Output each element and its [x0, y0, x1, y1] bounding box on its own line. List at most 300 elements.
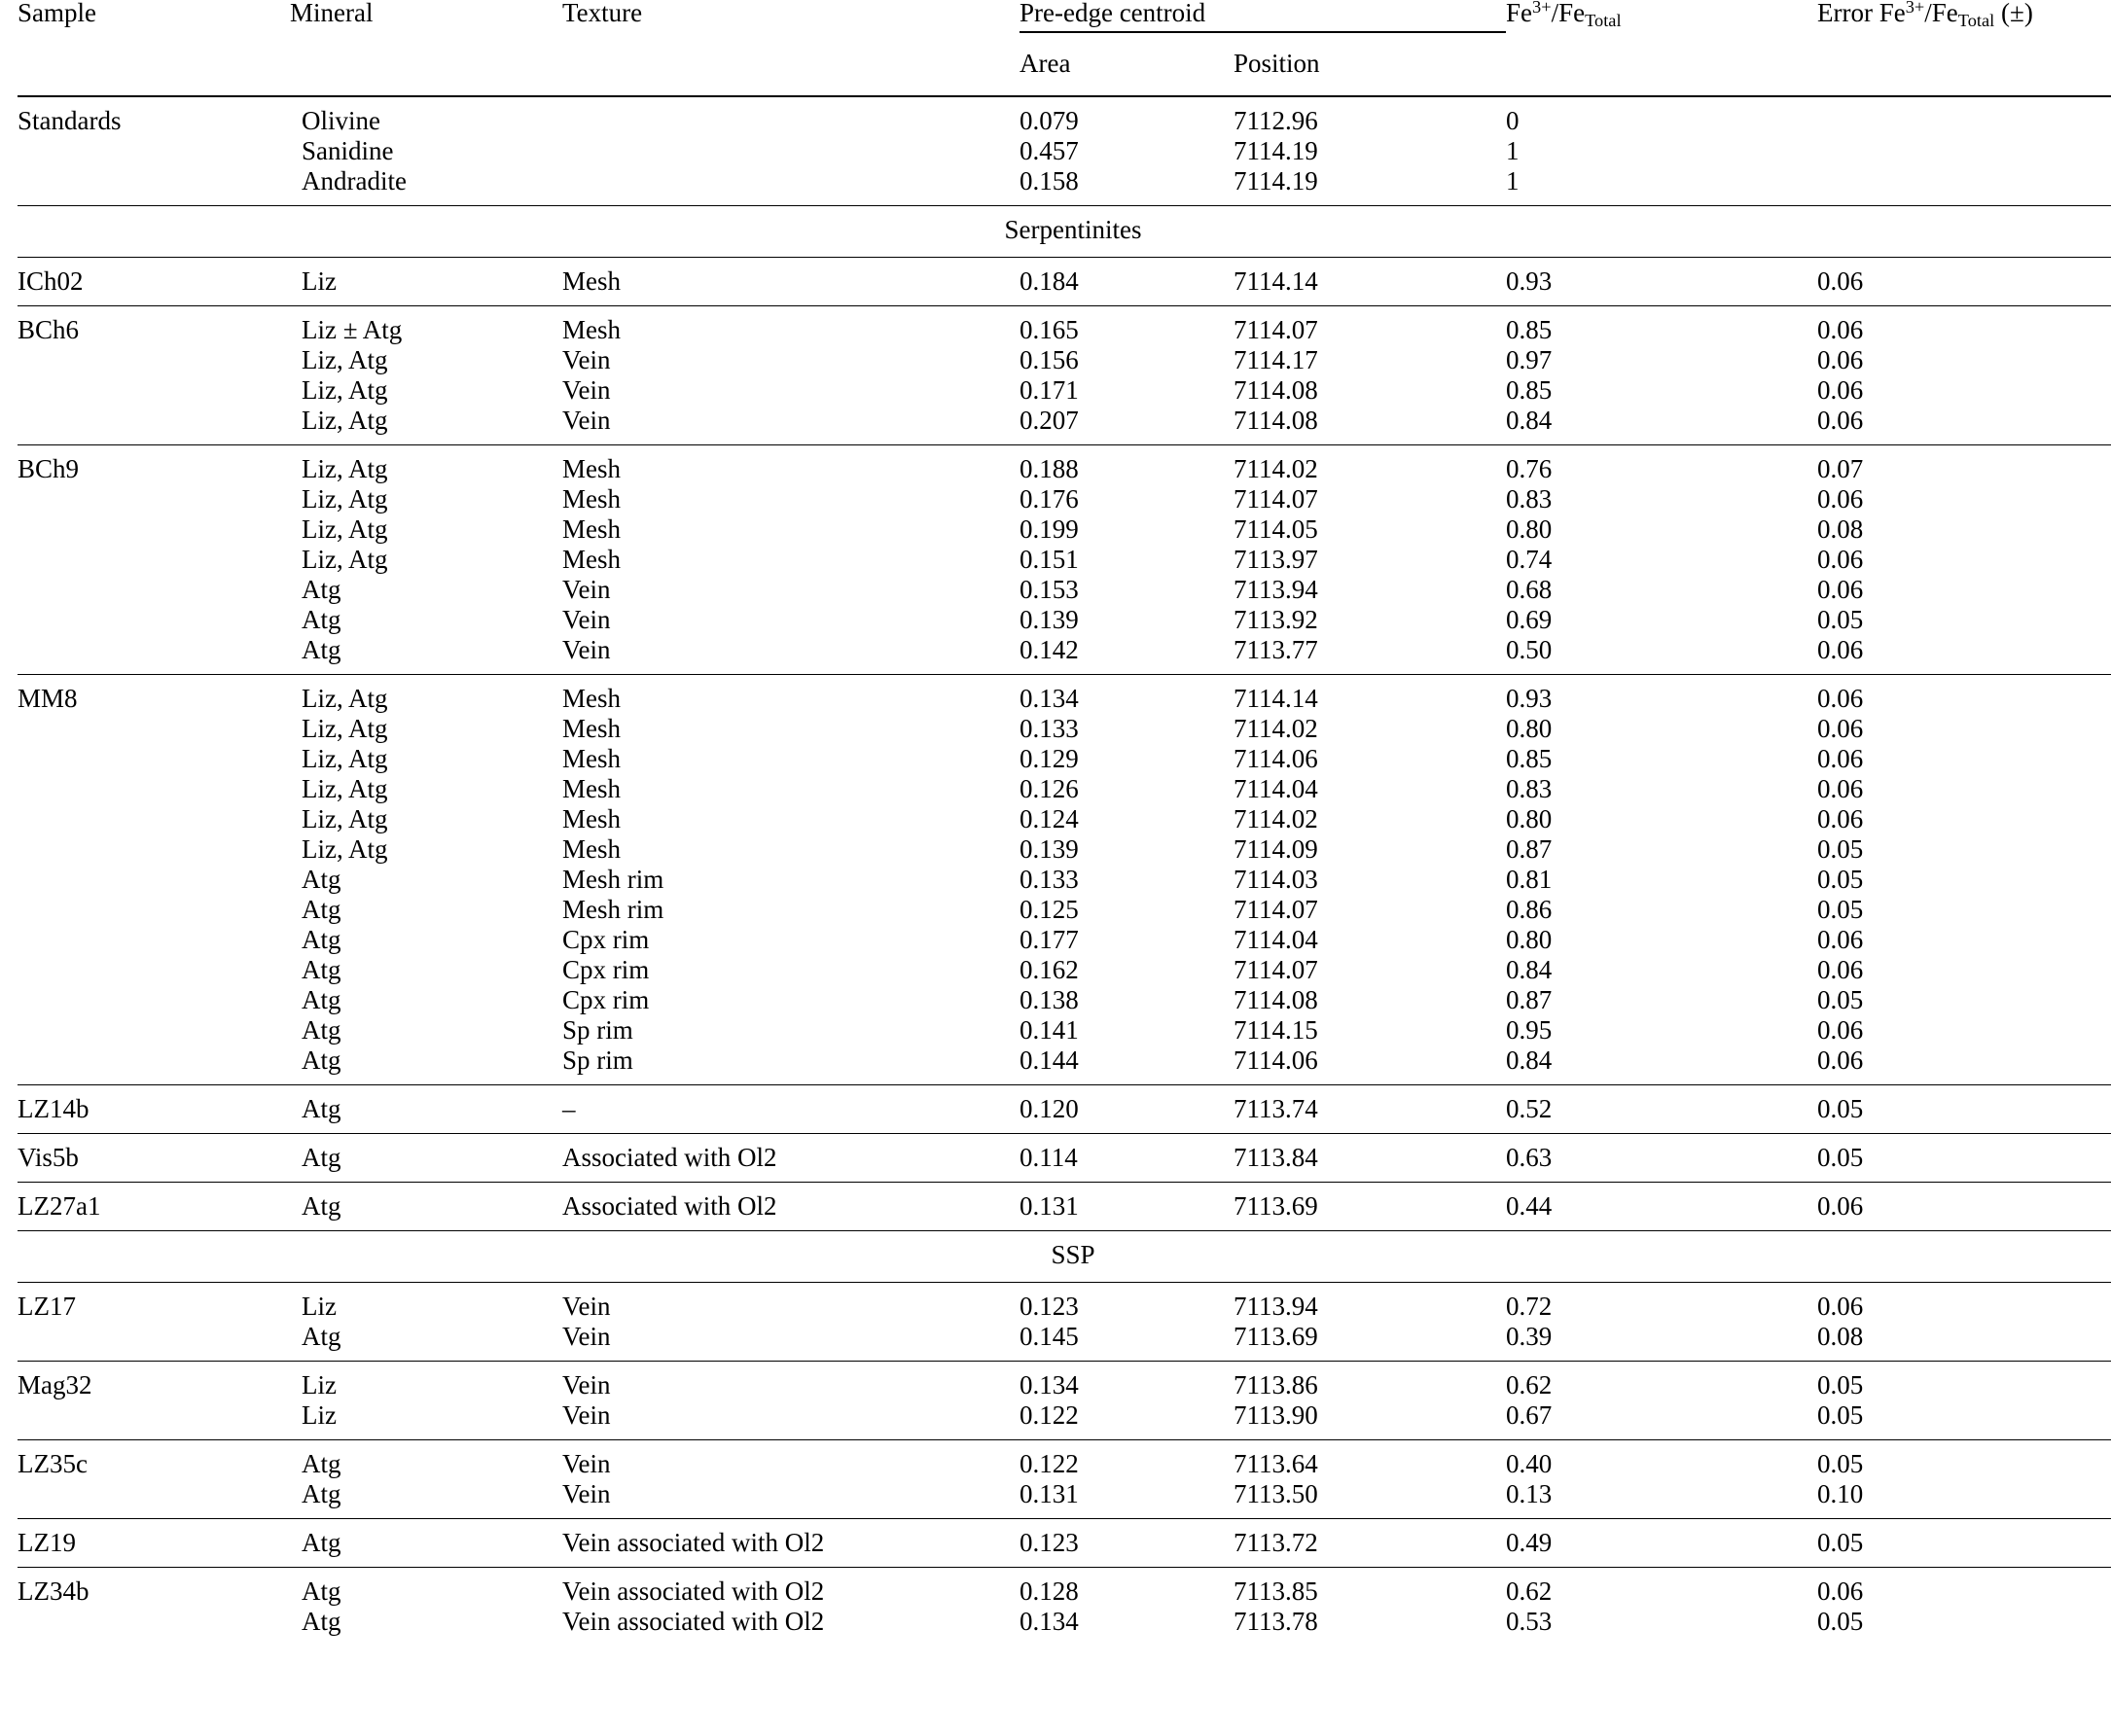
- cell-sample: [18, 445, 290, 675]
- cell-position-text: 7113.69: [1234, 1322, 1318, 1351]
- cell-texture: [562, 575, 1020, 605]
- cell-position: [1234, 445, 1506, 485]
- cell-mineral-text: Liz, Atg: [302, 774, 388, 803]
- cell-position: [1234, 895, 1506, 925]
- cell-fe-ratio-text: 0.69: [1506, 605, 1553, 634]
- cell-mineral-text: Atg: [302, 1607, 341, 1636]
- cell-mineral-text: Atg: [302, 1449, 341, 1478]
- cell-texture: [562, 306, 1020, 346]
- cell-fe-ratio: [1506, 774, 1817, 804]
- table-row: [18, 1015, 2111, 1045]
- cell-error-text: 0.06: [1817, 804, 1864, 833]
- cell-error: [1817, 514, 2111, 545]
- cell-texture: [562, 136, 1020, 166]
- cell-texture: [562, 804, 1020, 834]
- cell-area-text: 0.139: [1020, 834, 1079, 864]
- table-row: [18, 575, 2111, 605]
- cell-texture-text: Vein associated with Ol2: [562, 1607, 825, 1636]
- cell-mineral-text: Atg: [302, 1045, 341, 1075]
- cell-error-text: 0.06: [1817, 266, 1864, 296]
- cell-error: [1817, 1283, 2111, 1323]
- cell-mineral-text: Atg: [302, 1528, 341, 1557]
- cell-fe-ratio: [1506, 484, 1817, 514]
- cell-fe-ratio-text: 0.81: [1506, 865, 1553, 894]
- cell-mineral-text: Atg: [302, 865, 341, 894]
- cell-mineral-text: Liz, Atg: [302, 684, 388, 713]
- cell-area-text: 0.177: [1020, 925, 1079, 954]
- table-row: [18, 345, 2111, 375]
- cell-texture: [562, 375, 1020, 406]
- cell-fe-ratio: [1506, 1440, 1817, 1480]
- cell-area-text: 0.133: [1020, 865, 1079, 894]
- cell-error-text: 0.07: [1817, 454, 1864, 483]
- cell-sample: [18, 1283, 290, 1362]
- cell-texture: [562, 445, 1020, 485]
- cell-sample: [18, 1568, 290, 1647]
- cell-position-text: 7114.04: [1234, 925, 1318, 954]
- cell-fe-ratio: [1506, 1479, 1817, 1519]
- cell-position-text: 7114.02: [1234, 454, 1318, 483]
- cell-area: [1020, 406, 1234, 445]
- cell-position-text: 7113.90: [1234, 1400, 1318, 1430]
- cell-texture: [562, 605, 1020, 635]
- cell-sample-text: LZ17: [18, 1292, 76, 1321]
- cell-position: [1234, 1283, 1506, 1323]
- cell-position: [1234, 136, 1506, 166]
- cell-error-text: 0.06: [1817, 575, 1864, 604]
- cell-fe-ratio: [1506, 1183, 1817, 1231]
- cell-position-text: 7114.14: [1234, 684, 1318, 713]
- cell-error-text: 0.06: [1817, 545, 1864, 574]
- cell-area-text: 0.134: [1020, 1370, 1079, 1399]
- cell-sample: [18, 1134, 290, 1183]
- cell-texture-text: Mesh: [562, 774, 621, 803]
- cell-mineral-text: Atg: [302, 925, 341, 954]
- cell-mineral: [290, 1362, 562, 1401]
- cell-area: [1020, 1134, 1234, 1183]
- cell-mineral: [290, 514, 562, 545]
- cell-error: [1817, 306, 2111, 346]
- cell-area-text: 0.145: [1020, 1322, 1079, 1351]
- table-row: [18, 834, 2111, 865]
- cell-position-text: 7114.07: [1234, 895, 1318, 924]
- cell-position: [1234, 166, 1506, 206]
- cell-fe-ratio-text: 0.40: [1506, 1449, 1553, 1478]
- cell-position: [1234, 675, 1506, 715]
- cell-texture-text: Mesh: [562, 315, 621, 344]
- table-row: [18, 545, 2111, 575]
- cell-position-text: 7113.74: [1234, 1094, 1318, 1123]
- cell-error: [1817, 1183, 2111, 1231]
- cell-texture: [562, 895, 1020, 925]
- cell-error: [1817, 445, 2111, 485]
- cell-position-text: 7113.84: [1234, 1143, 1318, 1172]
- cell-mineral-text: Atg: [302, 1191, 341, 1221]
- cell-error-text: 0.06: [1817, 635, 1864, 664]
- cell-sample-text: LZ35c: [18, 1449, 88, 1478]
- cell-sample-text: LZ19: [18, 1528, 76, 1557]
- cell-texture: [562, 714, 1020, 744]
- cell-position: [1234, 605, 1506, 635]
- cell-texture-text: Mesh: [562, 834, 621, 864]
- cell-position-text: 7114.08: [1234, 375, 1318, 405]
- cell-error: [1817, 345, 2111, 375]
- cell-mineral-text: Atg: [302, 955, 341, 984]
- cell-error: [1817, 675, 2111, 715]
- cell-position: [1234, 96, 1506, 136]
- cell-fe-ratio-text: 0.67: [1506, 1400, 1553, 1430]
- cell-texture: [562, 545, 1020, 575]
- table-row: [18, 1362, 2111, 1401]
- cell-fe-ratio-text: 0.13: [1506, 1479, 1553, 1508]
- cell-mineral: [290, 136, 562, 166]
- cell-fe-ratio-text: 0.52: [1506, 1094, 1553, 1123]
- cell-texture-text: Mesh: [562, 454, 621, 483]
- cell-fe-ratio-text: 0.62: [1506, 1577, 1553, 1606]
- cell-fe-ratio-text: 0.80: [1506, 514, 1553, 544]
- cell-mineral-text: Atg: [302, 635, 341, 664]
- cell-sample-text: BCh6: [18, 315, 80, 344]
- cell-area: [1020, 804, 1234, 834]
- cell-area-text: 0.184: [1020, 266, 1079, 296]
- cell-position-text: 7113.85: [1234, 1577, 1318, 1606]
- cell-position: [1234, 1568, 1506, 1608]
- cell-position: [1234, 575, 1506, 605]
- cell-position: [1234, 635, 1506, 675]
- cell-error: [1817, 955, 2111, 985]
- table-row: [18, 1134, 2111, 1183]
- cell-position-text: 7114.02: [1234, 714, 1318, 743]
- table-row: [18, 136, 2111, 166]
- cell-texture-text: Vein: [562, 1479, 611, 1508]
- cell-texture-text: Mesh rim: [562, 895, 664, 924]
- cell-error-text: 0.06: [1817, 774, 1864, 803]
- column-header-pre-edge-centroid: [1020, 0, 1506, 47]
- table-row: [18, 1440, 2111, 1480]
- cell-fe-ratio: [1506, 1015, 1817, 1045]
- cell-area-text: 0.142: [1020, 635, 1079, 664]
- table-row: [18, 375, 2111, 406]
- cell-fe-ratio-text: 0.74: [1506, 545, 1553, 574]
- cell-position: [1234, 545, 1506, 575]
- cell-mineral-text: Olivine: [302, 106, 380, 135]
- cell-mineral-text: Liz: [302, 266, 337, 296]
- cell-area-text: 0.134: [1020, 1607, 1079, 1636]
- cell-mineral-text: Liz, Atg: [302, 454, 388, 483]
- cell-texture-text: Associated with Ol2: [562, 1191, 777, 1221]
- cell-mineral-text: Atg: [302, 1143, 341, 1172]
- cell-area: [1020, 1362, 1234, 1401]
- cell-error: [1817, 985, 2111, 1015]
- cell-position: [1234, 834, 1506, 865]
- table-row: [18, 1519, 2111, 1568]
- cell-error: [1817, 1519, 2111, 1568]
- cell-fe-ratio: [1506, 545, 1817, 575]
- section-header-row: [18, 1231, 2111, 1283]
- cell-mineral: [290, 774, 562, 804]
- cell-error: [1817, 744, 2111, 774]
- cell-fe-ratio: [1506, 575, 1817, 605]
- cell-position-text: 7114.14: [1234, 266, 1318, 296]
- cell-error: [1817, 545, 2111, 575]
- cell-sample-text: LZ34b: [18, 1577, 89, 1606]
- cell-texture: [562, 406, 1020, 445]
- cell-area: [1020, 1568, 1234, 1608]
- table-row: [18, 166, 2111, 206]
- table-row: [18, 1045, 2111, 1085]
- column-header-area: Area: [1020, 49, 1071, 78]
- cell-fe-ratio: [1506, 955, 1817, 985]
- cell-mineral: [290, 1183, 562, 1231]
- cell-texture: [562, 1085, 1020, 1134]
- cell-fe-ratio: [1506, 744, 1817, 774]
- cell-area: [1020, 575, 1234, 605]
- cell-fe-ratio: [1506, 804, 1817, 834]
- cell-texture: [562, 1607, 1020, 1646]
- cell-sample: [18, 675, 290, 1085]
- cell-area: [1020, 514, 1234, 545]
- cell-error-text: 0.05: [1817, 1094, 1864, 1123]
- cell-error-text: 0.05: [1817, 1400, 1864, 1430]
- cell-fe-ratio-text: 0.72: [1506, 1292, 1553, 1321]
- cell-position: [1234, 406, 1506, 445]
- cell-area-text: 0.120: [1020, 1094, 1079, 1123]
- cell-area: [1020, 955, 1234, 985]
- cell-position: [1234, 1400, 1506, 1440]
- cell-position-text: 7113.77: [1234, 635, 1318, 664]
- cell-texture: [562, 258, 1020, 306]
- cell-area-text: 0.125: [1020, 895, 1079, 924]
- cell-fe-ratio: [1506, 605, 1817, 635]
- cell-texture-text: Mesh: [562, 266, 621, 296]
- cell-fe-ratio-text: 0.44: [1506, 1191, 1553, 1221]
- cell-area-text: 0.123: [1020, 1292, 1079, 1321]
- cell-texture: [562, 744, 1020, 774]
- cell-area-text: 0.124: [1020, 804, 1079, 833]
- cell-mineral: [290, 714, 562, 744]
- cell-fe-ratio-text: 0.53: [1506, 1607, 1553, 1636]
- cell-position: [1234, 258, 1506, 306]
- table-row: [18, 1400, 2111, 1440]
- cell-error-text: 0.06: [1817, 484, 1864, 514]
- cell-area: [1020, 834, 1234, 865]
- table-row: [18, 635, 2111, 675]
- cell-sample-text: BCh9: [18, 454, 80, 483]
- cell-error-text: 0.06: [1817, 1191, 1864, 1221]
- cell-fe-ratio-text: 0.93: [1506, 684, 1553, 713]
- table-row: [18, 484, 2111, 514]
- cell-fe-ratio-text: 0.87: [1506, 985, 1553, 1014]
- cell-mineral: [290, 744, 562, 774]
- cell-fe-ratio: [1506, 865, 1817, 895]
- cell-area: [1020, 774, 1234, 804]
- cell-error-text: 0.06: [1817, 315, 1864, 344]
- cell-position-text: 7113.72: [1234, 1528, 1318, 1557]
- cell-mineral-text: Liz: [302, 1400, 337, 1430]
- cell-area-text: 0.158: [1020, 166, 1079, 195]
- cell-texture-text: Mesh rim: [562, 865, 664, 894]
- cell-position: [1234, 306, 1506, 346]
- cell-position-text: 7113.92: [1234, 605, 1318, 634]
- cell-position: [1234, 1362, 1506, 1401]
- column-header-position: Position: [1234, 49, 1320, 78]
- cell-sample-text: LZ27a1: [18, 1191, 101, 1221]
- cell-mineral: [290, 1479, 562, 1519]
- cell-position: [1234, 1045, 1506, 1085]
- cell-fe-ratio: [1506, 1362, 1817, 1401]
- cell-fe-ratio-text: 0.84: [1506, 406, 1553, 435]
- cell-fe-ratio: [1506, 1519, 1817, 1568]
- cell-area-text: 0.153: [1020, 575, 1079, 604]
- cell-fe-ratio: [1506, 514, 1817, 545]
- cell-area-text: 0.079: [1020, 106, 1079, 135]
- cell-error: [1817, 258, 2111, 306]
- cell-error-text: 0.10: [1817, 1479, 1864, 1508]
- cell-sample: [18, 258, 290, 306]
- cell-sample-text: Vis5b: [18, 1143, 79, 1172]
- cell-area-text: 0.151: [1020, 545, 1079, 574]
- cell-mineral-text: Liz: [302, 1292, 337, 1321]
- cell-error: [1817, 635, 2111, 675]
- cell-error: [1817, 375, 2111, 406]
- table-row: [18, 675, 2111, 715]
- cell-error-text: [1817, 166, 2111, 170]
- cell-area-text: 0.126: [1020, 774, 1079, 803]
- cell-texture: [562, 635, 1020, 675]
- column-header-sample: Sample: [18, 0, 96, 27]
- cell-mineral: [290, 1322, 562, 1362]
- table-row: [18, 1568, 2111, 1608]
- cell-mineral: [290, 985, 562, 1015]
- cell-mineral-text: Liz, Atg: [302, 545, 388, 574]
- cell-error-text: [1817, 136, 2111, 140]
- cell-mineral: [290, 96, 562, 136]
- cell-texture: [562, 1015, 1020, 1045]
- cell-error-text: 0.06: [1817, 925, 1864, 954]
- cell-fe-ratio-text: 0.97: [1506, 345, 1553, 374]
- cell-texture-text: Vein: [562, 1370, 611, 1399]
- cell-error-text: 0.05: [1817, 1607, 1864, 1636]
- cell-position-text: 7114.19: [1234, 166, 1318, 195]
- cell-sample: [18, 1362, 290, 1440]
- cell-area-text: 0.207: [1020, 406, 1079, 435]
- cell-position: [1234, 345, 1506, 375]
- table-row: [18, 514, 2111, 545]
- cell-position: [1234, 774, 1506, 804]
- cell-mineral: [290, 1015, 562, 1045]
- cell-sample: [18, 306, 290, 445]
- cell-error: [1817, 1134, 2111, 1183]
- cell-area-text: 0.128: [1020, 1577, 1079, 1606]
- cell-fe-ratio: [1506, 166, 1817, 206]
- cell-fe-ratio: [1506, 1283, 1817, 1323]
- cell-error-text: 0.08: [1817, 514, 1864, 544]
- table-row: [18, 1283, 2111, 1323]
- cell-error-text: [1817, 106, 2111, 110]
- cell-texture: [562, 925, 1020, 955]
- table-body: [18, 96, 2111, 1646]
- cell-fe-ratio-text: 0.83: [1506, 774, 1553, 803]
- cell-error-text: 0.06: [1817, 345, 1864, 374]
- cell-mineral-text: Atg: [302, 1094, 341, 1123]
- cell-fe-ratio-text: 0.76: [1506, 454, 1553, 483]
- cell-fe-ratio-text: 0.84: [1506, 955, 1553, 984]
- cell-area: [1020, 1085, 1234, 1134]
- cell-area-text: 0.122: [1020, 1400, 1079, 1430]
- cell-texture-text: Vein: [562, 345, 611, 374]
- cell-error: [1817, 774, 2111, 804]
- cell-fe-ratio: [1506, 1607, 1817, 1646]
- cell-error: [1817, 714, 2111, 744]
- table-row: [18, 605, 2111, 635]
- cell-error: [1817, 834, 2111, 865]
- cell-error-text: 0.05: [1817, 985, 1864, 1014]
- cell-error: [1817, 804, 2111, 834]
- cell-area: [1020, 1322, 1234, 1362]
- cell-sample-text: MM8: [18, 684, 78, 713]
- cell-texture: [562, 834, 1020, 865]
- cell-texture-text: Vein associated with Ol2: [562, 1528, 825, 1557]
- cell-position-text: 7114.06: [1234, 744, 1318, 773]
- cell-area: [1020, 345, 1234, 375]
- cell-error-text: 0.06: [1817, 1292, 1864, 1321]
- cell-texture-text: Sp rim: [562, 1015, 633, 1045]
- cell-position: [1234, 1134, 1506, 1183]
- cell-fe-ratio-text: 0.85: [1506, 744, 1553, 773]
- cell-error: [1817, 605, 2111, 635]
- cell-mineral: [290, 1085, 562, 1134]
- cell-texture: [562, 1362, 1020, 1401]
- cell-area-text: 0.129: [1020, 744, 1079, 773]
- cell-position: [1234, 1085, 1506, 1134]
- cell-mineral-text: Liz, Atg: [302, 406, 388, 435]
- cell-error-text: 0.06: [1817, 375, 1864, 405]
- cell-position: [1234, 514, 1506, 545]
- cell-position: [1234, 925, 1506, 955]
- cell-area-text: 0.131: [1020, 1191, 1079, 1221]
- cell-area: [1020, 1440, 1234, 1480]
- cell-position-text: 7114.19: [1234, 136, 1318, 165]
- cell-error: [1817, 575, 2111, 605]
- cell-mineral: [290, 865, 562, 895]
- cell-position: [1234, 1015, 1506, 1045]
- cell-area: [1020, 605, 1234, 635]
- cell-error: [1817, 1045, 2111, 1085]
- cell-fe-ratio: [1506, 1085, 1817, 1134]
- cell-position-text: 7113.64: [1234, 1449, 1318, 1478]
- cell-sample-text: Standards: [18, 106, 122, 135]
- cell-sample-text: ICh02: [18, 266, 84, 296]
- cell-position: [1234, 1607, 1506, 1646]
- cell-fe-ratio: [1506, 895, 1817, 925]
- cell-mineral-text: Sanidine: [302, 136, 394, 165]
- cell-texture: [562, 1568, 1020, 1608]
- cell-mineral-text: Liz, Atg: [302, 804, 388, 833]
- cell-texture: [562, 1519, 1020, 1568]
- cell-mineral: [290, 575, 562, 605]
- column-header-error-fe-ratio: [1817, 0, 2111, 96]
- cell-position-text: 7113.86: [1234, 1370, 1318, 1399]
- table-header: [18, 0, 2111, 96]
- cell-texture-text: Mesh: [562, 684, 621, 713]
- cell-error-text: 0.06: [1817, 1045, 1864, 1075]
- cell-area-text: 0.176: [1020, 484, 1079, 514]
- cell-mineral-text: Atg: [302, 1479, 341, 1508]
- cell-position-text: 7113.50: [1234, 1479, 1318, 1508]
- cell-area: [1020, 744, 1234, 774]
- cell-error-text: 0.05: [1817, 1528, 1864, 1557]
- cell-texture: [562, 345, 1020, 375]
